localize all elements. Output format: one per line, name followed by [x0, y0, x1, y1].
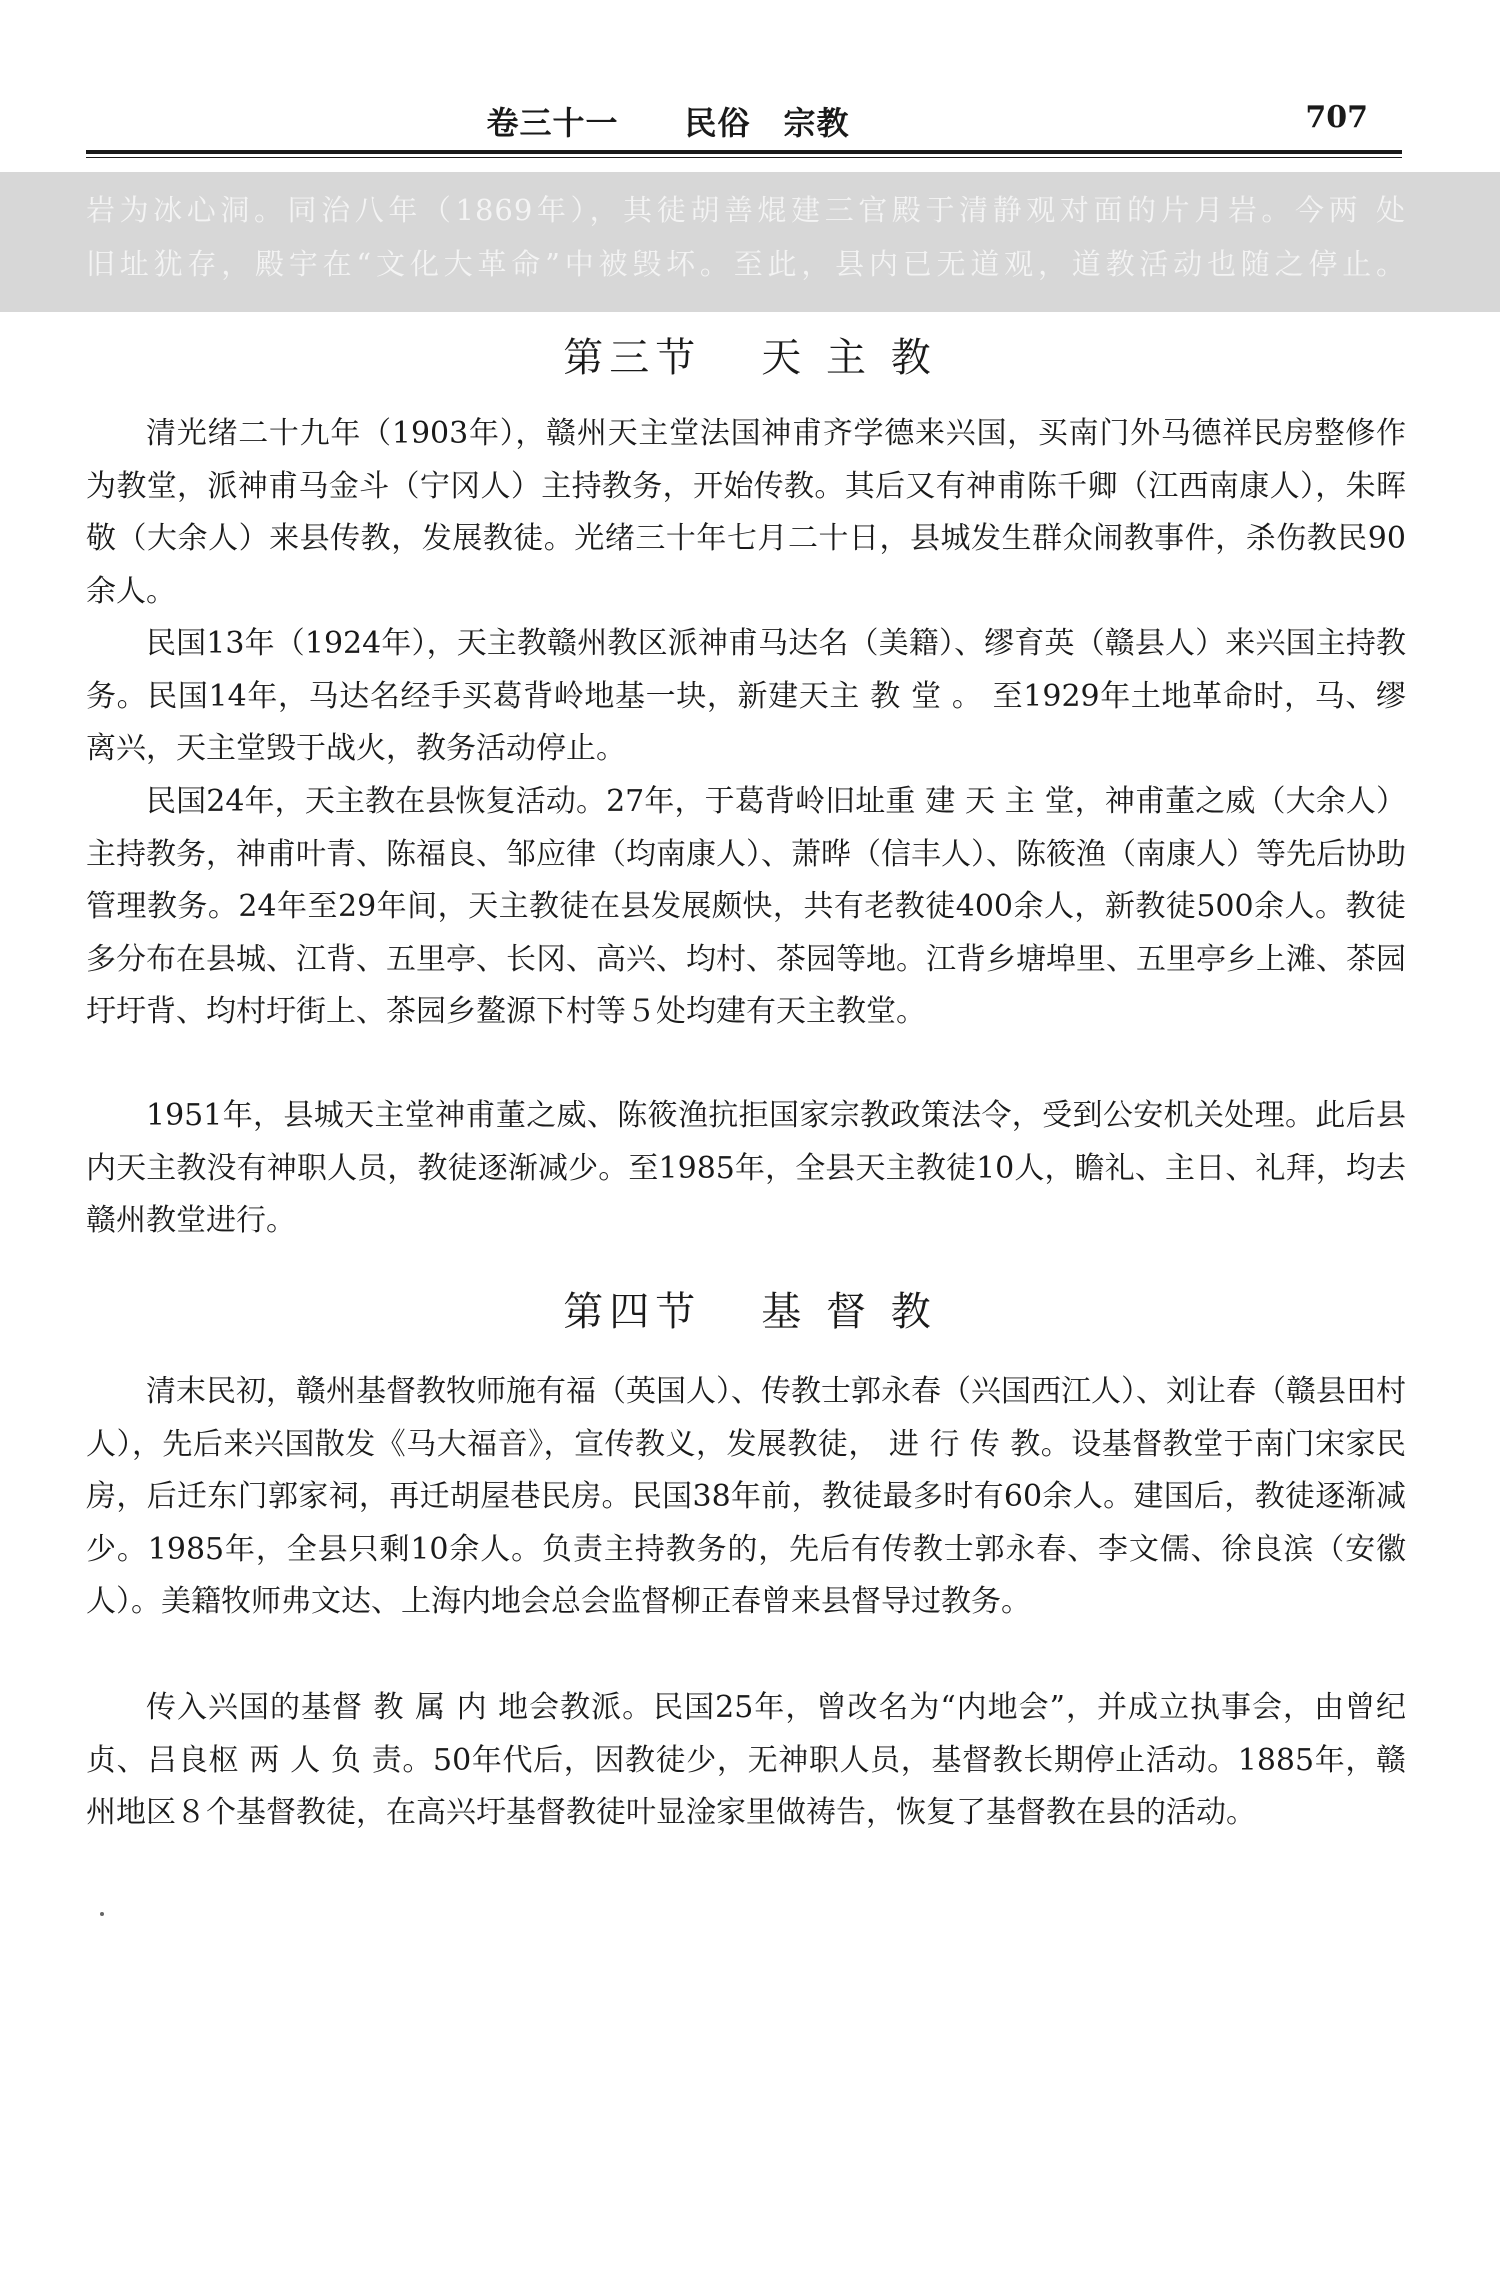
page-number: 707: [1305, 100, 1368, 135]
section-title: 基 督 教: [761, 1289, 937, 1335]
section-heading-christianity: [0, 1280, 1500, 1337]
faded-overlay-band: [0, 172, 1500, 312]
section-title: 天 主 教: [761, 335, 937, 381]
header-rule: [86, 150, 1402, 154]
paragraph: 民国13年（1924年），天主教赣州教区派神甫马达名（美籍）、缪育英（赣县人）来兴国主持教务。民国14年，马达名经手买葛背岭地基一块，新建天主 教 堂 。 至1929年土地革命时，马、缪离兴，天主堂毁于战火，教务活动停止。: [86, 626, 1406, 766]
paragraph: 民国24年，天主教在县恢复活动。27年，于葛背岭旧址重 建 天 主 堂，神甫董之威（大余人）主持教务，神甫叶青、陈福良、邹应律（均南康人）、萧晔（信丰人）、陈筱渔（南康人）等先后协助管理教务。24年至29年间，天主教徒在县发展颇快，共有老教徒400余人，新教徒500余人。教徒多分布在县城、江背、五里亭、长冈、高兴、均村、茶园等地。江背乡塘埠里、五里亭乡上滩、茶园圩圩背、均村圩街上、茶园乡鳌源下村等５处均建有天主教堂。: [86, 784, 1406, 1029]
paragraph: 清末民初，赣州基督教牧师施有福（英国人）、传教士郭永春（兴国西江人）、刘让春（赣县田村人），先后来兴国散发《马大福音》，宣传教义，发展教徒， 进 行 传 教。设基督教堂于南门宋家民房，后迁东门郭家祠，再迁胡屋巷民房。民国38年前，教徒最多时有60余人。建国后，教徒逐渐减少。1985年，全县只剩10余人。负责主持教务的，先后有传教士郭永春、李文儒、徐良滨（安徽人）。美籍牧师弗文达、上海内地会总会监督柳正春曾来县督导过教务。: [86, 1374, 1406, 1619]
header-rule-thin: [86, 157, 1402, 158]
paragraph: 1951年，县城天主堂神甫董之威、陈筱渔抗拒国家宗教政策法令，受到公安机关处理。此后县内天主教没有神职人员，教徒逐渐减少。至1985年，全县天主教徒10人，瞻礼、主日、礼拜，均去赣州教堂进行。: [86, 1098, 1406, 1238]
paragraph: 传入兴国的基督 教 属 内 地会教派。民国25年，曾改名为“内地会”，并成立执事会，由曾纪贞、吕良枢 两 人 负 责。50年代后，因教徒少，无神职人员，基督教长期停止活动。1885年，赣州地区８个基督教徒，在高兴圩基督教徒叶显淦家里做祷告，恢复了基督教在县的活动。: [86, 1690, 1406, 1830]
chapter-title: 卷三十一 民俗 宗教: [486, 104, 850, 142]
paragraph: 清光绪二十九年（1903年），赣州天主堂法国神甫齐学德来兴国，买南门外马德祥民房整修作为教堂，派神甫马金斗（宁冈人）主持教务，开始传教。其后又有神甫陈千卿（江西南康人），朱晖敬（大余人）来县传教，发展教徒。光绪三十年七月二十日，县城发生群众闹教事件，杀伤教民90余人。: [86, 416, 1406, 609]
faded-text-line: 岩为冰心洞。同治八年（1869年），其徒胡善焜建三官殿于清静观对面的片月岩。今两 处: [86, 193, 1406, 227]
running-head: [88, 96, 1398, 144]
section-number: 第三节: [563, 335, 702, 381]
section-heading-catholicism: [0, 326, 1500, 383]
print-speck: [100, 1912, 104, 1916]
faded-text-line: 旧址犹存，殿宇在“文化大革命”中被毁坏。至此，县内已无道观，道教活动也随之停止。: [86, 247, 1406, 281]
section-number: 第四节: [563, 1289, 702, 1335]
